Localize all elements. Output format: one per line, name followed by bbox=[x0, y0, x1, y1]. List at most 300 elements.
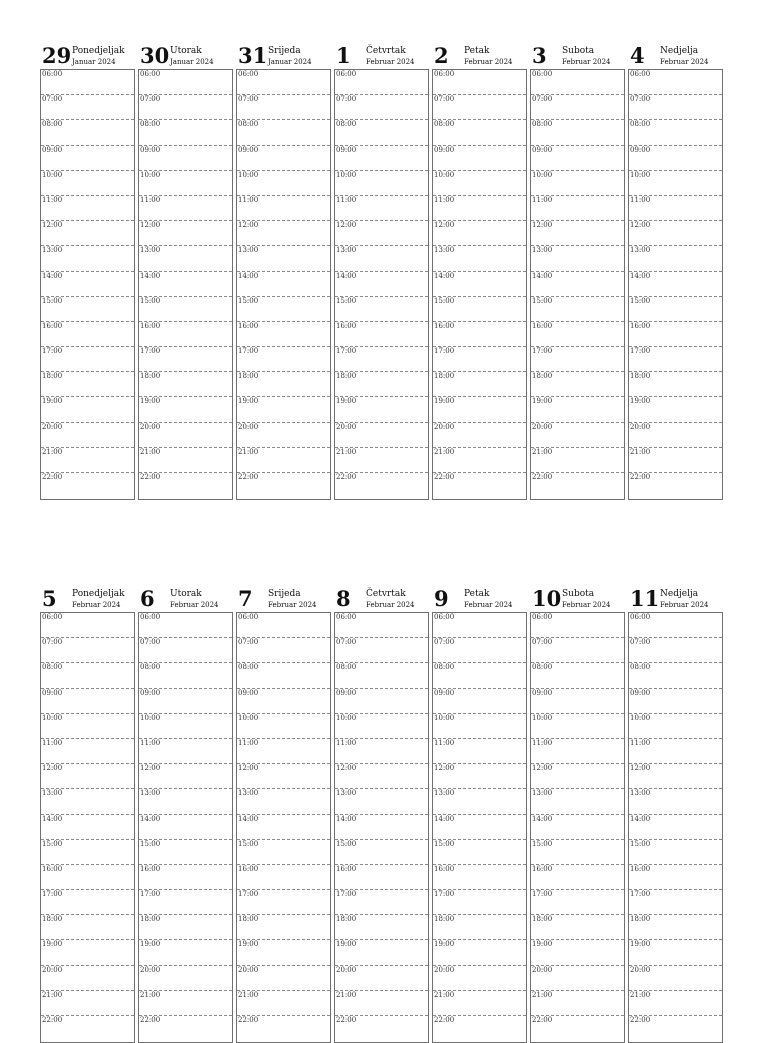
hour-slot[interactable] bbox=[433, 940, 526, 965]
day-number: 5 bbox=[42, 586, 57, 611]
hour-slot[interactable] bbox=[237, 246, 330, 271]
hour-slot[interactable] bbox=[531, 689, 624, 714]
hour-slot[interactable] bbox=[629, 764, 722, 789]
hour-slot[interactable] bbox=[41, 95, 134, 120]
day-header bbox=[40, 587, 135, 612]
hour-slot[interactable] bbox=[41, 196, 134, 221]
hour-slot[interactable] bbox=[433, 764, 526, 789]
hour-label: 22:00 bbox=[434, 1016, 455, 1024]
hour-label: 11:00 bbox=[140, 195, 161, 204]
hour-slot[interactable] bbox=[531, 221, 624, 246]
hour-slot[interactable] bbox=[335, 146, 428, 171]
hour-label: 09:00 bbox=[140, 688, 161, 697]
hour-slot[interactable] bbox=[139, 940, 232, 965]
hour-slot[interactable] bbox=[629, 272, 722, 297]
hour-label: 17:00 bbox=[434, 890, 455, 899]
hour-slot[interactable] bbox=[237, 347, 330, 372]
hour-slot[interactable] bbox=[629, 246, 722, 271]
hour-slot[interactable] bbox=[41, 638, 134, 663]
hour-slot[interactable] bbox=[433, 789, 526, 814]
hour-slot[interactable] bbox=[139, 196, 232, 221]
hour-slot[interactable] bbox=[139, 789, 232, 814]
hour-slot[interactable] bbox=[237, 397, 330, 422]
hour-slot[interactable] bbox=[629, 865, 722, 890]
hour-label: 06:00 bbox=[630, 613, 651, 621]
hour-label: 20:00 bbox=[336, 422, 357, 431]
hour-slot[interactable] bbox=[41, 663, 134, 688]
hour-slot[interactable] bbox=[139, 423, 232, 448]
hour-slot[interactable] bbox=[629, 991, 722, 1016]
hour-slot[interactable] bbox=[237, 940, 330, 965]
hour-slot[interactable] bbox=[335, 70, 428, 95]
hour-slot[interactable] bbox=[139, 638, 232, 663]
hour-slot[interactable] bbox=[139, 246, 232, 271]
hour-slot[interactable] bbox=[433, 840, 526, 865]
hour-slot[interactable] bbox=[531, 120, 624, 145]
hour-label: 19:00 bbox=[532, 397, 553, 406]
hour-slot[interactable] bbox=[139, 171, 232, 196]
hour-slot[interactable] bbox=[139, 663, 232, 688]
hour-slot[interactable] bbox=[237, 448, 330, 473]
hour-label: 17:00 bbox=[42, 890, 63, 899]
hour-slot[interactable] bbox=[629, 70, 722, 95]
hour-slot[interactable] bbox=[629, 915, 722, 940]
hour-label: 10:00 bbox=[532, 713, 553, 722]
hour-slot[interactable] bbox=[335, 171, 428, 196]
hour-slot[interactable] bbox=[531, 423, 624, 448]
hour-slot[interactable] bbox=[531, 473, 624, 498]
hour-slot[interactable] bbox=[629, 120, 722, 145]
hour-slot[interactable] bbox=[41, 689, 134, 714]
hour-slot[interactable] bbox=[41, 246, 134, 271]
hour-slot[interactable] bbox=[41, 297, 134, 322]
hour-slot[interactable] bbox=[139, 322, 232, 347]
hour-slot[interactable] bbox=[629, 940, 722, 965]
hour-slot[interactable] bbox=[335, 347, 428, 372]
hour-slot[interactable] bbox=[237, 322, 330, 347]
day-number: 7 bbox=[238, 586, 253, 611]
hour-slot[interactable] bbox=[433, 1016, 526, 1041]
hour-slot[interactable] bbox=[433, 171, 526, 196]
hour-slot[interactable] bbox=[433, 347, 526, 372]
hour-slot[interactable] bbox=[629, 347, 722, 372]
hour-slot[interactable] bbox=[139, 739, 232, 764]
hour-slot[interactable] bbox=[335, 196, 428, 221]
hour-label: 13:00 bbox=[336, 789, 357, 798]
hour-slot[interactable] bbox=[41, 613, 134, 638]
hour-label: 22:00 bbox=[630, 473, 651, 481]
hour-slot[interactable] bbox=[139, 120, 232, 145]
hour-slot[interactable] bbox=[237, 638, 330, 663]
hour-slot[interactable] bbox=[629, 448, 722, 473]
hour-slot[interactable] bbox=[531, 246, 624, 271]
hour-slot[interactable] bbox=[237, 840, 330, 865]
hour-slot[interactable] bbox=[629, 966, 722, 991]
hour-label: 18:00 bbox=[140, 372, 161, 381]
hour-label: 16:00 bbox=[42, 864, 63, 873]
hour-slot[interactable] bbox=[433, 372, 526, 397]
hour-slot[interactable] bbox=[531, 372, 624, 397]
hour-slot[interactable] bbox=[433, 221, 526, 246]
hour-slot[interactable] bbox=[41, 146, 134, 171]
hour-slot[interactable] bbox=[139, 613, 232, 638]
hour-slot[interactable] bbox=[237, 689, 330, 714]
hour-slot[interactable] bbox=[531, 991, 624, 1016]
hour-slot[interactable] bbox=[335, 120, 428, 145]
hour-label: 14:00 bbox=[336, 271, 357, 280]
month-year-label: Februar 2024 bbox=[464, 58, 513, 66]
hour-slot[interactable] bbox=[531, 397, 624, 422]
hour-slot[interactable] bbox=[139, 95, 232, 120]
hour-slot[interactable] bbox=[41, 840, 134, 865]
hour-slot[interactable] bbox=[41, 221, 134, 246]
hour-label: 16:00 bbox=[336, 864, 357, 873]
hour-slot[interactable] bbox=[433, 146, 526, 171]
hour-slot[interactable] bbox=[335, 840, 428, 865]
hour-slot[interactable] bbox=[433, 915, 526, 940]
hour-slot[interactable] bbox=[433, 815, 526, 840]
hour-slot[interactable] bbox=[41, 739, 134, 764]
hour-slot[interactable] bbox=[531, 840, 624, 865]
hour-slot[interactable] bbox=[629, 663, 722, 688]
hour-label: 07:00 bbox=[434, 638, 455, 647]
hour-slot[interactable] bbox=[433, 714, 526, 739]
hour-slot[interactable] bbox=[531, 714, 624, 739]
hour-slot[interactable] bbox=[531, 196, 624, 221]
hour-label: 06:00 bbox=[532, 70, 553, 78]
hour-slot[interactable] bbox=[139, 372, 232, 397]
hour-slot[interactable] bbox=[629, 322, 722, 347]
hour-slot[interactable] bbox=[629, 1016, 722, 1041]
hour-slot[interactable] bbox=[433, 689, 526, 714]
hour-slot[interactable] bbox=[531, 739, 624, 764]
hour-slot[interactable] bbox=[335, 764, 428, 789]
hour-slot[interactable] bbox=[139, 448, 232, 473]
hour-slot[interactable] bbox=[41, 372, 134, 397]
hour-label: 22:00 bbox=[532, 1016, 553, 1024]
hour-label: 15:00 bbox=[532, 839, 553, 848]
hour-slot[interactable] bbox=[335, 473, 428, 498]
hour-slot[interactable] bbox=[237, 739, 330, 764]
hour-slot[interactable] bbox=[139, 473, 232, 498]
hour-slot[interactable] bbox=[433, 663, 526, 688]
hour-slot[interactable] bbox=[41, 120, 134, 145]
hour-slot[interactable] bbox=[531, 1016, 624, 1041]
hour-slot[interactable] bbox=[531, 146, 624, 171]
hour-slot[interactable] bbox=[629, 146, 722, 171]
hour-slot[interactable] bbox=[433, 613, 526, 638]
hour-label: 19:00 bbox=[434, 397, 455, 406]
hour-slot[interactable] bbox=[433, 70, 526, 95]
hour-slot[interactable] bbox=[237, 473, 330, 498]
hour-slot[interactable] bbox=[335, 423, 428, 448]
hour-slot[interactable] bbox=[237, 423, 330, 448]
hour-slot[interactable] bbox=[41, 70, 134, 95]
hour-slot[interactable] bbox=[531, 815, 624, 840]
hour-slot[interactable] bbox=[41, 915, 134, 940]
hour-slot[interactable] bbox=[139, 865, 232, 890]
hour-label: 10:00 bbox=[336, 713, 357, 722]
weekday-name: Petak bbox=[464, 46, 490, 56]
hour-slot[interactable] bbox=[41, 423, 134, 448]
hour-slot[interactable] bbox=[433, 423, 526, 448]
hour-slot[interactable] bbox=[41, 272, 134, 297]
hour-label: 16:00 bbox=[42, 321, 63, 330]
hour-label: 19:00 bbox=[336, 940, 357, 949]
hour-slot[interactable] bbox=[531, 171, 624, 196]
hour-label: 15:00 bbox=[238, 296, 259, 305]
hour-label: 22:00 bbox=[630, 1016, 651, 1024]
hour-slot[interactable] bbox=[139, 991, 232, 1016]
hour-slot[interactable] bbox=[139, 966, 232, 991]
hour-slot[interactable] bbox=[41, 815, 134, 840]
hour-slot[interactable] bbox=[237, 789, 330, 814]
hour-slot[interactable] bbox=[531, 663, 624, 688]
hour-slot[interactable] bbox=[531, 915, 624, 940]
weekday-name: Ponedjeljak bbox=[72, 46, 125, 56]
hour-slot[interactable] bbox=[41, 714, 134, 739]
hour-slot[interactable] bbox=[139, 815, 232, 840]
hour-slot[interactable] bbox=[629, 221, 722, 246]
hour-slot[interactable] bbox=[41, 473, 134, 498]
hour-slot[interactable] bbox=[335, 448, 428, 473]
hour-slot[interactable] bbox=[237, 146, 330, 171]
hour-slot[interactable] bbox=[629, 397, 722, 422]
hour-slot[interactable] bbox=[335, 689, 428, 714]
hour-label: 20:00 bbox=[140, 965, 161, 974]
hour-slot[interactable] bbox=[237, 764, 330, 789]
hour-slot[interactable] bbox=[41, 322, 134, 347]
hour-label: 20:00 bbox=[532, 422, 553, 431]
hour-label: 08:00 bbox=[336, 120, 357, 129]
hour-slot[interactable] bbox=[531, 448, 624, 473]
month-year-label: Februar 2024 bbox=[464, 601, 513, 609]
hour-slot[interactable] bbox=[433, 448, 526, 473]
hour-slot[interactable] bbox=[335, 297, 428, 322]
hour-slot[interactable] bbox=[237, 613, 330, 638]
hour-slot[interactable] bbox=[41, 448, 134, 473]
hour-label: 13:00 bbox=[42, 246, 63, 255]
day-column bbox=[432, 587, 527, 1043]
hour-slot[interactable] bbox=[237, 171, 330, 196]
hour-slot[interactable] bbox=[41, 1016, 134, 1041]
hour-slot[interactable] bbox=[41, 940, 134, 965]
hour-slot[interactable] bbox=[41, 397, 134, 422]
hour-slot[interactable] bbox=[629, 171, 722, 196]
hour-label: 20:00 bbox=[532, 965, 553, 974]
hour-slot[interactable] bbox=[237, 991, 330, 1016]
hour-slot[interactable] bbox=[41, 347, 134, 372]
hour-slot[interactable] bbox=[335, 865, 428, 890]
hour-label: 07:00 bbox=[532, 95, 553, 104]
week-2 bbox=[40, 587, 730, 1043]
hour-label: 17:00 bbox=[140, 347, 161, 356]
hour-slot[interactable] bbox=[237, 95, 330, 120]
hour-slot[interactable] bbox=[433, 991, 526, 1016]
hour-slot[interactable] bbox=[629, 638, 722, 663]
hour-slot[interactable] bbox=[41, 171, 134, 196]
hour-slot[interactable] bbox=[335, 739, 428, 764]
hour-slot[interactable] bbox=[237, 272, 330, 297]
hour-slot[interactable] bbox=[335, 789, 428, 814]
hour-slot[interactable] bbox=[531, 95, 624, 120]
hour-label: 14:00 bbox=[434, 271, 455, 280]
hour-slot[interactable] bbox=[433, 473, 526, 498]
month-year-label: Februar 2024 bbox=[562, 601, 611, 609]
hour-slot[interactable] bbox=[237, 890, 330, 915]
hour-slot[interactable] bbox=[237, 966, 330, 991]
hour-label: 21:00 bbox=[238, 990, 259, 999]
hour-slot[interactable] bbox=[335, 246, 428, 271]
hour-slot[interactable] bbox=[433, 397, 526, 422]
hour-slot[interactable] bbox=[629, 473, 722, 498]
hour-slot[interactable] bbox=[335, 815, 428, 840]
hour-slot[interactable] bbox=[629, 789, 722, 814]
hour-slot[interactable] bbox=[433, 638, 526, 663]
hour-slot[interactable] bbox=[433, 95, 526, 120]
hour-slot[interactable] bbox=[629, 689, 722, 714]
hour-slot[interactable] bbox=[139, 221, 232, 246]
hour-label: 07:00 bbox=[434, 95, 455, 104]
day-number: 2 bbox=[434, 43, 449, 68]
hour-slot[interactable] bbox=[629, 714, 722, 739]
hour-slot[interactable] bbox=[531, 940, 624, 965]
hour-slot[interactable] bbox=[629, 840, 722, 865]
hour-slot[interactable] bbox=[335, 95, 428, 120]
hour-slot[interactable] bbox=[433, 739, 526, 764]
hour-slot[interactable] bbox=[335, 613, 428, 638]
hour-slot[interactable] bbox=[335, 714, 428, 739]
weekday-name: Subota bbox=[562, 46, 595, 56]
hour-slot[interactable] bbox=[629, 196, 722, 221]
hour-slot[interactable] bbox=[139, 347, 232, 372]
hour-slot[interactable] bbox=[237, 372, 330, 397]
hour-slot[interactable] bbox=[531, 297, 624, 322]
hour-slot[interactable] bbox=[41, 966, 134, 991]
hour-slot[interactable] bbox=[531, 347, 624, 372]
hour-slot[interactable] bbox=[41, 789, 134, 814]
hour-label: 11:00 bbox=[336, 195, 357, 204]
hour-slot[interactable] bbox=[629, 815, 722, 840]
hour-slot[interactable] bbox=[531, 789, 624, 814]
hour-slot[interactable] bbox=[335, 638, 428, 663]
hour-slot[interactable] bbox=[335, 322, 428, 347]
hour-slot[interactable] bbox=[139, 1016, 232, 1041]
hour-label: 12:00 bbox=[532, 764, 553, 773]
hour-slot[interactable] bbox=[531, 865, 624, 890]
hour-label: 22:00 bbox=[336, 1016, 357, 1024]
hour-slot[interactable] bbox=[237, 815, 330, 840]
hour-slot[interactable] bbox=[433, 297, 526, 322]
hour-slot[interactable] bbox=[41, 764, 134, 789]
hour-slot[interactable] bbox=[433, 120, 526, 145]
hour-label: 19:00 bbox=[238, 397, 259, 406]
hour-slot[interactable] bbox=[237, 70, 330, 95]
hour-slot[interactable] bbox=[433, 890, 526, 915]
hour-slot[interactable] bbox=[237, 663, 330, 688]
hour-slot[interactable] bbox=[433, 272, 526, 297]
hour-slot[interactable] bbox=[237, 120, 330, 145]
hour-label: 06:00 bbox=[238, 70, 259, 78]
hour-slot[interactable] bbox=[237, 1016, 330, 1041]
hour-slot[interactable] bbox=[531, 764, 624, 789]
hour-slot[interactable] bbox=[139, 297, 232, 322]
hour-label: 18:00 bbox=[630, 372, 651, 381]
hour-slot[interactable] bbox=[629, 423, 722, 448]
hour-slot[interactable] bbox=[629, 297, 722, 322]
hour-slot[interactable] bbox=[531, 272, 624, 297]
hour-slot[interactable] bbox=[531, 638, 624, 663]
hour-slot[interactable] bbox=[237, 714, 330, 739]
hour-slot[interactable] bbox=[139, 840, 232, 865]
hour-slot[interactable] bbox=[139, 714, 232, 739]
hour-slot[interactable] bbox=[531, 890, 624, 915]
hour-slot[interactable] bbox=[335, 1016, 428, 1041]
hour-slot[interactable] bbox=[139, 397, 232, 422]
hour-slot[interactable] bbox=[335, 663, 428, 688]
hour-slot[interactable] bbox=[335, 272, 428, 297]
hour-slot[interactable] bbox=[629, 95, 722, 120]
hour-label: 06:00 bbox=[336, 613, 357, 621]
hour-slot[interactable] bbox=[237, 196, 330, 221]
hour-slot[interactable] bbox=[335, 890, 428, 915]
hour-slot[interactable] bbox=[433, 196, 526, 221]
hour-slot[interactable] bbox=[335, 915, 428, 940]
hour-label: 10:00 bbox=[238, 170, 259, 179]
hour-slot[interactable] bbox=[335, 966, 428, 991]
hour-slot[interactable] bbox=[139, 890, 232, 915]
hour-slot[interactable] bbox=[139, 70, 232, 95]
hour-label: 15:00 bbox=[42, 839, 63, 848]
hour-slot[interactable] bbox=[335, 221, 428, 246]
hour-slot[interactable] bbox=[433, 322, 526, 347]
hour-slot[interactable] bbox=[531, 70, 624, 95]
hour-slot[interactable] bbox=[531, 613, 624, 638]
hour-slot[interactable] bbox=[335, 372, 428, 397]
hour-label: 09:00 bbox=[630, 688, 651, 697]
day-column bbox=[40, 44, 135, 500]
hour-slot[interactable] bbox=[629, 372, 722, 397]
hour-slot[interactable] bbox=[237, 221, 330, 246]
hour-slot[interactable] bbox=[41, 991, 134, 1016]
hour-slot[interactable] bbox=[629, 739, 722, 764]
hour-label: 18:00 bbox=[336, 915, 357, 924]
hour-slot[interactable] bbox=[41, 890, 134, 915]
hour-slot[interactable] bbox=[139, 764, 232, 789]
hour-slot[interactable] bbox=[335, 397, 428, 422]
hour-slot[interactable] bbox=[433, 865, 526, 890]
hour-slot[interactable] bbox=[335, 940, 428, 965]
hour-label: 08:00 bbox=[532, 663, 553, 672]
hour-slot[interactable] bbox=[433, 246, 526, 271]
hour-slot[interactable] bbox=[335, 991, 428, 1016]
hour-slot[interactable] bbox=[629, 613, 722, 638]
hour-slot[interactable] bbox=[139, 915, 232, 940]
hour-slot[interactable] bbox=[531, 322, 624, 347]
day-number: 31 bbox=[238, 43, 268, 68]
hour-slot[interactable] bbox=[139, 146, 232, 171]
hour-slot[interactable] bbox=[41, 865, 134, 890]
hour-slot[interactable] bbox=[433, 966, 526, 991]
hour-slot[interactable] bbox=[237, 915, 330, 940]
hour-slot[interactable] bbox=[531, 966, 624, 991]
hour-slot[interactable] bbox=[139, 272, 232, 297]
hour-slot[interactable] bbox=[629, 890, 722, 915]
hour-slot[interactable] bbox=[139, 689, 232, 714]
hour-label: 19:00 bbox=[336, 397, 357, 406]
hour-slot[interactable] bbox=[237, 865, 330, 890]
hour-slot[interactable] bbox=[237, 297, 330, 322]
